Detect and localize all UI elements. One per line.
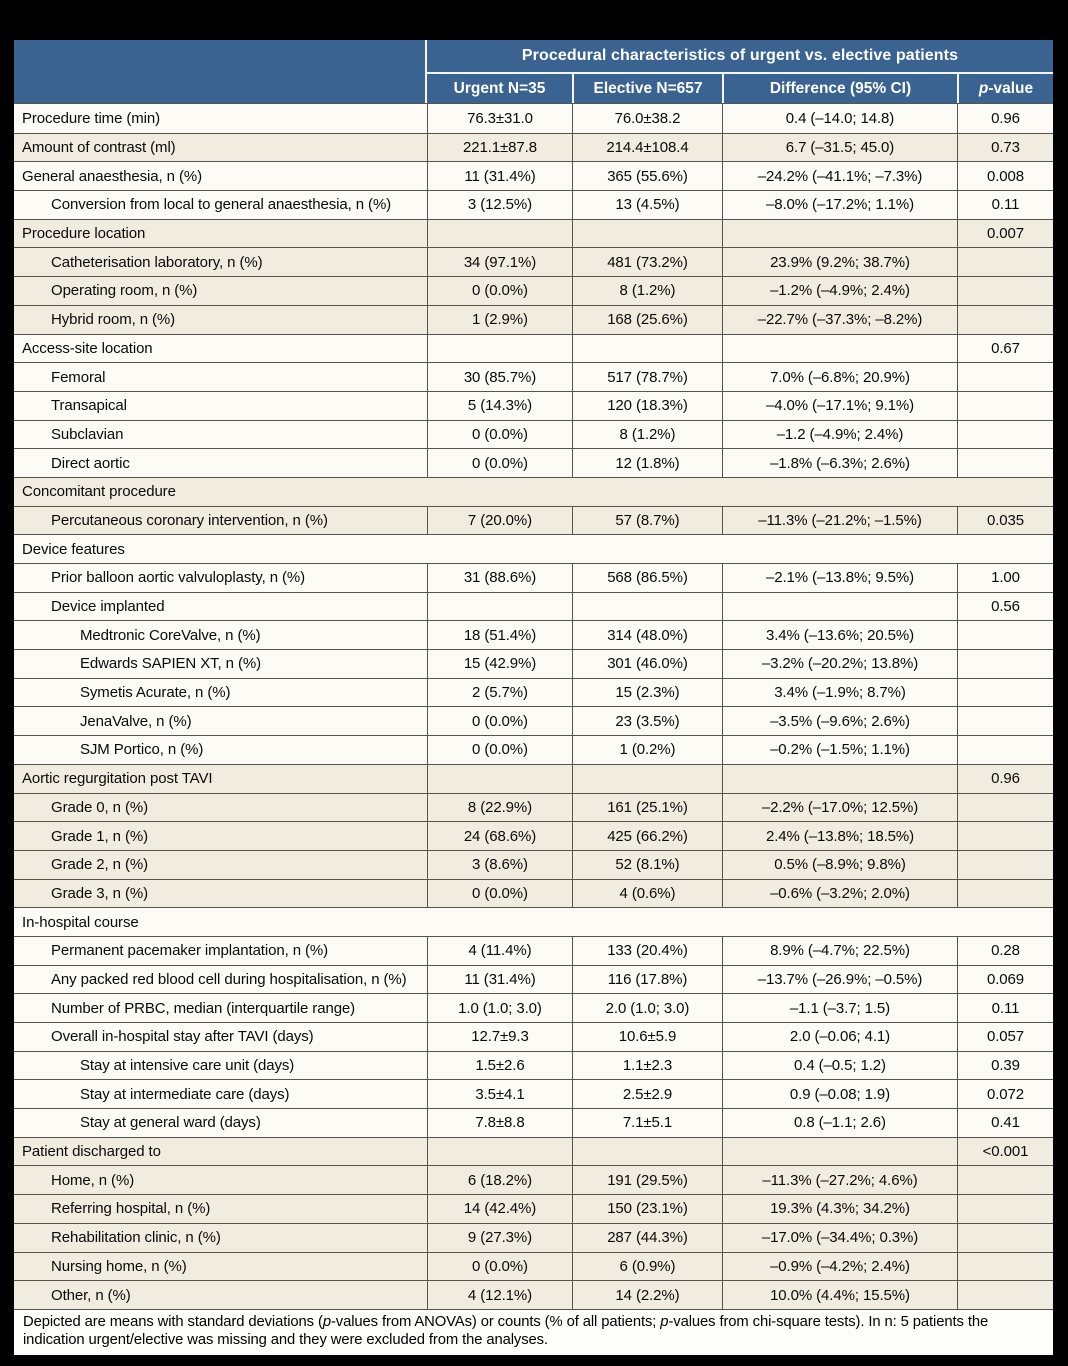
row-label-cell: Hybrid room, n (%)	[51, 311, 176, 329]
difference-cell: –24.2% (–41.1%; –7.3%)	[722, 162, 957, 190]
difference-cell	[722, 593, 957, 621]
column-header-row	[427, 74, 1053, 103]
section-header-row	[14, 477, 1053, 506]
elective-cell: 6 (0.9%)	[572, 1253, 722, 1281]
row-label-cell: Grade 0, n (%)	[51, 798, 148, 816]
urgent-cell: 31 (88.6%)	[427, 564, 572, 592]
row-label-cell: Nursing home, n (%)	[51, 1257, 187, 1275]
p-value-cell	[957, 306, 1053, 334]
difference-cell: –2.2% (–17.0%; 12.5%)	[722, 794, 957, 822]
urgent-cell: 24 (68.6%)	[427, 822, 572, 850]
table-row	[14, 1051, 1053, 1080]
difference-cell: 0.5% (–8.9%; 9.8%)	[722, 851, 957, 879]
row-label-cell: Concomitant procedure	[22, 483, 176, 501]
difference-cell: 2.0 (–0.06; 4.1)	[722, 1023, 957, 1051]
urgent-cell: 0 (0.0%)	[427, 736, 572, 764]
row-label-cell: Prior balloon aortic valvuloplasty, n (%)	[51, 569, 306, 587]
table-row	[14, 334, 1053, 363]
row-label-cell: Amount of contrast (ml)	[22, 139, 176, 157]
table-row	[14, 391, 1053, 420]
row-label-cell: Device implanted	[51, 598, 165, 616]
row-label-cell: Referring hospital, n (%)	[51, 1200, 211, 1218]
difference-cell: 23.9% (9.2%; 38.7%)	[722, 248, 957, 276]
table-row	[14, 1137, 1053, 1166]
table-row	[14, 965, 1053, 994]
difference-cell: –11.3% (–27.2%; 4.6%)	[722, 1166, 957, 1194]
urgent-cell: 15 (42.9%)	[427, 650, 572, 678]
table-row	[14, 1252, 1053, 1281]
elective-cell: 287 (44.3%)	[572, 1224, 722, 1252]
row-label-cell: Stay at intensive care unit (days)	[80, 1057, 295, 1075]
p-value-cell: 0.96	[957, 765, 1053, 793]
p-value-cell	[957, 277, 1053, 305]
table-row	[14, 678, 1053, 707]
table-footnote	[14, 1309, 1053, 1355]
difference-cell: 19.3% (4.3%; 34.2%)	[722, 1195, 957, 1223]
urgent-cell: 3.5±4.1	[427, 1080, 572, 1108]
elective-cell: 168 (25.6%)	[572, 306, 722, 334]
urgent-cell: 12.7±9.3	[427, 1023, 572, 1051]
urgent-cell: 221.1±87.8	[427, 134, 572, 162]
row-label-cell: Femoral	[51, 368, 106, 386]
column-header-p-value	[957, 74, 1053, 103]
column-header-elective: Elective N=657	[572, 74, 722, 103]
table-row	[14, 879, 1053, 908]
urgent-cell	[427, 220, 572, 248]
p-value-cell	[957, 621, 1053, 649]
urgent-cell	[427, 765, 572, 793]
table-row	[14, 219, 1053, 248]
urgent-cell: 18 (51.4%)	[427, 621, 572, 649]
elective-cell: 13 (4.5%)	[572, 191, 722, 219]
elective-cell: 161 (25.1%)	[572, 794, 722, 822]
urgent-cell	[427, 335, 572, 363]
urgent-cell: 8 (22.9%)	[427, 794, 572, 822]
elective-cell: 8 (1.2%)	[572, 277, 722, 305]
table-row	[14, 362, 1053, 391]
elective-cell: 517 (78.7%)	[572, 363, 722, 391]
elective-cell: 52 (8.1%)	[572, 851, 722, 879]
footnote-text: -values from chi-square tests). In n: 5 patients the indication urgent/elective was missing and they were excluded from the analyses.	[23, 1313, 989, 1349]
column-header-urgent: Urgent N=35	[453, 79, 546, 97]
p-value-cell	[957, 1281, 1053, 1309]
table-title: Procedural characteristics of urgent vs. elective patients	[427, 40, 1053, 74]
elective-cell: 314 (48.0%)	[572, 621, 722, 649]
difference-cell: –13.7% (–26.9%; –0.5%)	[722, 966, 957, 994]
table-row	[14, 1022, 1053, 1051]
elective-cell: 14 (2.2%)	[572, 1281, 722, 1309]
p-value-cell	[957, 392, 1053, 420]
row-label-cell: Subclavian	[51, 425, 124, 443]
p-value-cell	[957, 851, 1053, 879]
row-label-cell: Overall in-hospital stay after TAVI (days)	[51, 1028, 314, 1046]
urgent-cell: 14 (42.4%)	[427, 1195, 572, 1223]
elective-cell: 2.0 (1.0; 3.0)	[572, 994, 722, 1022]
table-row	[14, 706, 1053, 735]
table-row	[14, 190, 1053, 219]
p-value-cell: <0.001	[957, 1138, 1053, 1166]
table-row	[14, 1194, 1053, 1223]
p-value-cell: 0.069	[957, 966, 1053, 994]
elective-cell: 365 (55.6%)	[572, 162, 722, 190]
p-value-cell	[957, 736, 1053, 764]
row-label-cell: Stay at intermediate care (days)	[80, 1085, 290, 1103]
elective-cell: 481 (73.2%)	[572, 248, 722, 276]
p-value-cell: 0.56	[957, 593, 1053, 621]
elective-cell: 214.4±108.4	[572, 134, 722, 162]
p-value-cell	[957, 794, 1053, 822]
elective-cell: 1 (0.2%)	[572, 736, 722, 764]
table-row	[14, 620, 1053, 649]
urgent-cell: 7 (20.0%)	[427, 507, 572, 535]
column-header-difference: Difference (95% CI)	[722, 74, 957, 103]
difference-cell: –1.1 (–3.7; 1.5)	[722, 994, 957, 1022]
difference-cell: –0.6% (–3.2%; 2.0%)	[722, 880, 957, 908]
p-value-cell	[957, 1253, 1053, 1281]
table-row	[14, 1108, 1053, 1137]
footnote-p-italic: p	[322, 1313, 331, 1330]
difference-cell: –0.9% (–4.2%; 2.4%)	[722, 1253, 957, 1281]
difference-cell: –3.2% (–20.2%; 13.8%)	[722, 650, 957, 678]
elective-cell: 1.1±2.3	[572, 1052, 722, 1080]
elective-cell: 23 (3.5%)	[572, 707, 722, 735]
difference-cell: –1.2 (–4.9%; 2.4%)	[722, 421, 957, 449]
urgent-cell: 5 (14.3%)	[427, 392, 572, 420]
urgent-cell: 6 (18.2%)	[427, 1166, 572, 1194]
row-label-cell: Device features	[22, 540, 125, 558]
p-value-cell: 0.072	[957, 1080, 1053, 1108]
row-label-cell: Direct aortic	[51, 454, 130, 472]
row-label-cell: SJM Portico, n (%)	[80, 741, 204, 759]
header-right-block	[427, 40, 1053, 103]
difference-cell: –22.7% (–37.3%; –8.2%)	[722, 306, 957, 334]
row-label-cell: Conversion from local to general anaesthesia, n (%)	[51, 196, 392, 214]
elective-cell: 301 (46.0%)	[572, 650, 722, 678]
table-row	[14, 563, 1053, 592]
footnote-text: -values from ANOVAs) or counts (% of all patients;	[330, 1313, 661, 1330]
difference-cell: –0.2% (–1.5%; 1.1%)	[722, 736, 957, 764]
urgent-cell: 11 (31.4%)	[427, 162, 572, 190]
elective-cell: 133 (20.4%)	[572, 937, 722, 965]
difference-cell: 0.8 (–1.1; 2.6)	[722, 1109, 957, 1137]
table-row	[14, 133, 1053, 162]
urgent-cell: 4 (11.4%)	[427, 937, 572, 965]
elective-cell: 4 (0.6%)	[572, 880, 722, 908]
urgent-cell: 76.3±31.0	[427, 104, 572, 133]
elective-cell: 150 (23.1%)	[572, 1195, 722, 1223]
urgent-cell: 1.5±2.6	[427, 1052, 572, 1080]
p-value-cell	[957, 679, 1053, 707]
elective-cell	[572, 593, 722, 621]
table-row	[14, 420, 1053, 449]
p-value-cell: 0.11	[957, 994, 1053, 1022]
elective-cell: 76.0±38.2	[572, 104, 722, 133]
p-value-cell: 0.96	[957, 104, 1053, 133]
table-row	[14, 936, 1053, 965]
p-value-cell	[957, 421, 1053, 449]
elective-cell	[572, 335, 722, 363]
difference-cell: –2.1% (–13.8%; 9.5%)	[722, 564, 957, 592]
elective-cell: 2.5±2.9	[572, 1080, 722, 1108]
table-row	[14, 764, 1053, 793]
row-label-cell: Patient discharged to	[22, 1143, 161, 1161]
p-value-cell: 0.41	[957, 1109, 1053, 1137]
row-label-cell: Access-site location	[22, 339, 153, 357]
table-row	[14, 247, 1053, 276]
table-row	[14, 161, 1053, 190]
row-label-cell: Number of PRBC, median (interquartile range)	[51, 999, 356, 1017]
p-value-cell: 0.28	[957, 937, 1053, 965]
table-row	[14, 1165, 1053, 1194]
section-header-row	[14, 534, 1053, 563]
table-row	[14, 735, 1053, 764]
elective-cell	[572, 1138, 722, 1166]
difference-cell: 10.0% (4.4%; 15.5%)	[722, 1281, 957, 1309]
difference-cell: 3.4% (–13.6%; 20.5%)	[722, 621, 957, 649]
p-value-cell: 0.39	[957, 1052, 1053, 1080]
row-label-cell: JenaValve, n (%)	[80, 712, 192, 730]
urgent-cell: 34 (97.1%)	[427, 248, 572, 276]
urgent-cell	[427, 1138, 572, 1166]
urgent-cell: 0 (0.0%)	[427, 1253, 572, 1281]
urgent-cell: 9 (27.3%)	[427, 1224, 572, 1252]
procedural-characteristics-table	[14, 40, 1053, 1355]
urgent-cell: 0 (0.0%)	[427, 707, 572, 735]
table-row	[14, 448, 1053, 477]
row-label-cell: Catheterisation laboratory, n (%)	[51, 253, 263, 271]
row-label-cell: Procedure location	[22, 225, 146, 243]
urgent-cell: 4 (12.1%)	[427, 1281, 572, 1309]
table-row	[14, 850, 1053, 879]
difference-cell: –1.8% (–6.3%; 2.6%)	[722, 449, 957, 477]
p-value-cell: 0.057	[957, 1023, 1053, 1051]
elective-cell: 10.6±5.9	[572, 1023, 722, 1051]
urgent-cell: 1 (2.9%)	[427, 306, 572, 334]
urgent-cell: 30 (85.7%)	[427, 363, 572, 391]
p-value-cell: 0.035	[957, 507, 1053, 535]
p-value-cell: 0.007	[957, 220, 1053, 248]
row-label-cell: Grade 2, n (%)	[51, 856, 148, 874]
difference-cell: 3.4% (–1.9%; 8.7%)	[722, 679, 957, 707]
urgent-cell: 1.0 (1.0; 3.0)	[427, 994, 572, 1022]
elective-cell: 568 (86.5%)	[572, 564, 722, 592]
p-value-suffix: -value	[988, 79, 1034, 97]
elective-cell: 191 (29.5%)	[572, 1166, 722, 1194]
p-value-cell	[957, 880, 1053, 908]
difference-cell: 8.9% (–4.7%; 22.5%)	[722, 937, 957, 965]
difference-cell: 7.0% (–6.8%; 20.9%)	[722, 363, 957, 391]
difference-cell: 6.7 (–31.5; 45.0)	[722, 134, 957, 162]
elective-cell: 120 (18.3%)	[572, 392, 722, 420]
row-label-cell: Medtronic CoreValve, n (%)	[80, 626, 261, 644]
p-value-cell	[957, 248, 1053, 276]
urgent-cell: 0 (0.0%)	[427, 880, 572, 908]
row-label-cell: Home, n (%)	[51, 1171, 135, 1189]
difference-cell: –4.0% (–17.1%; 9.1%)	[722, 392, 957, 420]
header-corner-cell	[14, 40, 427, 103]
difference-cell: 0.4 (–14.0; 14.8)	[722, 104, 957, 133]
p-value-cell: 1.00	[957, 564, 1053, 592]
urgent-cell: 0 (0.0%)	[427, 277, 572, 305]
row-label-cell: Grade 3, n (%)	[51, 884, 148, 902]
p-value-cell	[957, 650, 1053, 678]
difference-cell: –17.0% (–34.4%; 0.3%)	[722, 1224, 957, 1252]
elective-cell: 7.1±5.1	[572, 1109, 722, 1137]
table-row	[14, 276, 1053, 305]
row-label-cell: Other, n (%)	[51, 1286, 131, 1304]
difference-cell: –8.0% (–17.2%; 1.1%)	[722, 191, 957, 219]
table-row	[14, 821, 1053, 850]
p-value-cell: 0.73	[957, 134, 1053, 162]
elective-cell	[572, 220, 722, 248]
table-header	[14, 40, 1053, 103]
elective-cell: 425 (66.2%)	[572, 822, 722, 850]
elective-cell	[572, 765, 722, 793]
table-row	[14, 592, 1053, 621]
table-row	[14, 793, 1053, 822]
table-row	[14, 1280, 1053, 1309]
p-value-cell	[957, 449, 1053, 477]
p-value-cell: 0.67	[957, 335, 1053, 363]
elective-cell: 8 (1.2%)	[572, 421, 722, 449]
section-header-row	[14, 907, 1053, 936]
table-row	[14, 305, 1053, 334]
p-value-cell: 0.008	[957, 162, 1053, 190]
footnote-p-italic: p	[660, 1313, 669, 1330]
table-row	[14, 993, 1053, 1022]
elective-cell: 57 (8.7%)	[572, 507, 722, 535]
p-value-cell	[957, 1224, 1053, 1252]
table-row	[14, 649, 1053, 678]
row-label-cell: Any packed red blood cell during hospitalisation, n (%)	[51, 970, 407, 988]
row-label-cell: Percutaneous coronary intervention, n (%)	[51, 511, 328, 529]
p-value-cell	[957, 707, 1053, 735]
elective-cell: 12 (1.8%)	[572, 449, 722, 477]
table-row	[14, 1223, 1053, 1252]
urgent-cell	[427, 593, 572, 621]
row-label-cell: Rehabilitation clinic, n (%)	[51, 1229, 221, 1247]
row-label-cell: General anaesthesia, n (%)	[22, 167, 203, 185]
difference-cell: –11.3% (–21.2%; –1.5%)	[722, 507, 957, 535]
row-label-cell: Grade 1, n (%)	[51, 827, 148, 845]
difference-cell	[722, 1138, 957, 1166]
row-label-cell: Operating room, n (%)	[51, 282, 198, 300]
row-label-cell: Aortic regurgitation post TAVI	[22, 770, 213, 788]
table-row	[14, 506, 1053, 535]
p-value-cell	[957, 1195, 1053, 1223]
row-label-cell: Transapical	[51, 397, 127, 415]
difference-cell: 0.9 (–0.08; 1.9)	[722, 1080, 957, 1108]
elective-cell: 15 (2.3%)	[572, 679, 722, 707]
urgent-cell: 3 (12.5%)	[427, 191, 572, 219]
difference-cell: 2.4% (–13.8%; 18.5%)	[722, 822, 957, 850]
difference-cell: –3.5% (–9.6%; 2.6%)	[722, 707, 957, 735]
difference-cell: 0.4 (–0.5; 1.2)	[722, 1052, 957, 1080]
table-body	[14, 103, 1053, 1309]
urgent-cell: 11 (31.4%)	[427, 966, 572, 994]
urgent-cell: 7.8±8.8	[427, 1109, 572, 1137]
urgent-cell: 0 (0.0%)	[427, 421, 572, 449]
urgent-cell: 2 (5.7%)	[427, 679, 572, 707]
urgent-cell: 0 (0.0%)	[427, 449, 572, 477]
p-value-cell: 0.11	[957, 191, 1053, 219]
footnote-text: Depicted are means with standard deviations (	[23, 1313, 323, 1330]
urgent-cell: 3 (8.6%)	[427, 851, 572, 879]
p-value-cell	[957, 1166, 1053, 1194]
table-row	[14, 104, 1053, 133]
row-label-cell: Permanent pacemaker implantation, n (%)	[51, 942, 329, 960]
row-label-cell: In-hospital course	[22, 913, 139, 931]
elective-cell: 116 (17.8%)	[572, 966, 722, 994]
difference-cell: –1.2% (–4.9%; 2.4%)	[722, 277, 957, 305]
p-italic-glyph: p	[978, 79, 989, 97]
p-value-cell	[957, 363, 1053, 391]
difference-cell	[722, 335, 957, 363]
row-label-cell: Edwards SAPIEN XT, n (%)	[80, 655, 261, 673]
row-label-cell: Symetis Acurate, n (%)	[80, 684, 231, 702]
table-row	[14, 1079, 1053, 1108]
difference-cell	[722, 765, 957, 793]
row-label-cell: Stay at general ward (days)	[80, 1114, 261, 1132]
row-label-cell: Procedure time (min)	[22, 109, 161, 127]
difference-cell	[722, 220, 957, 248]
p-value-cell	[957, 822, 1053, 850]
